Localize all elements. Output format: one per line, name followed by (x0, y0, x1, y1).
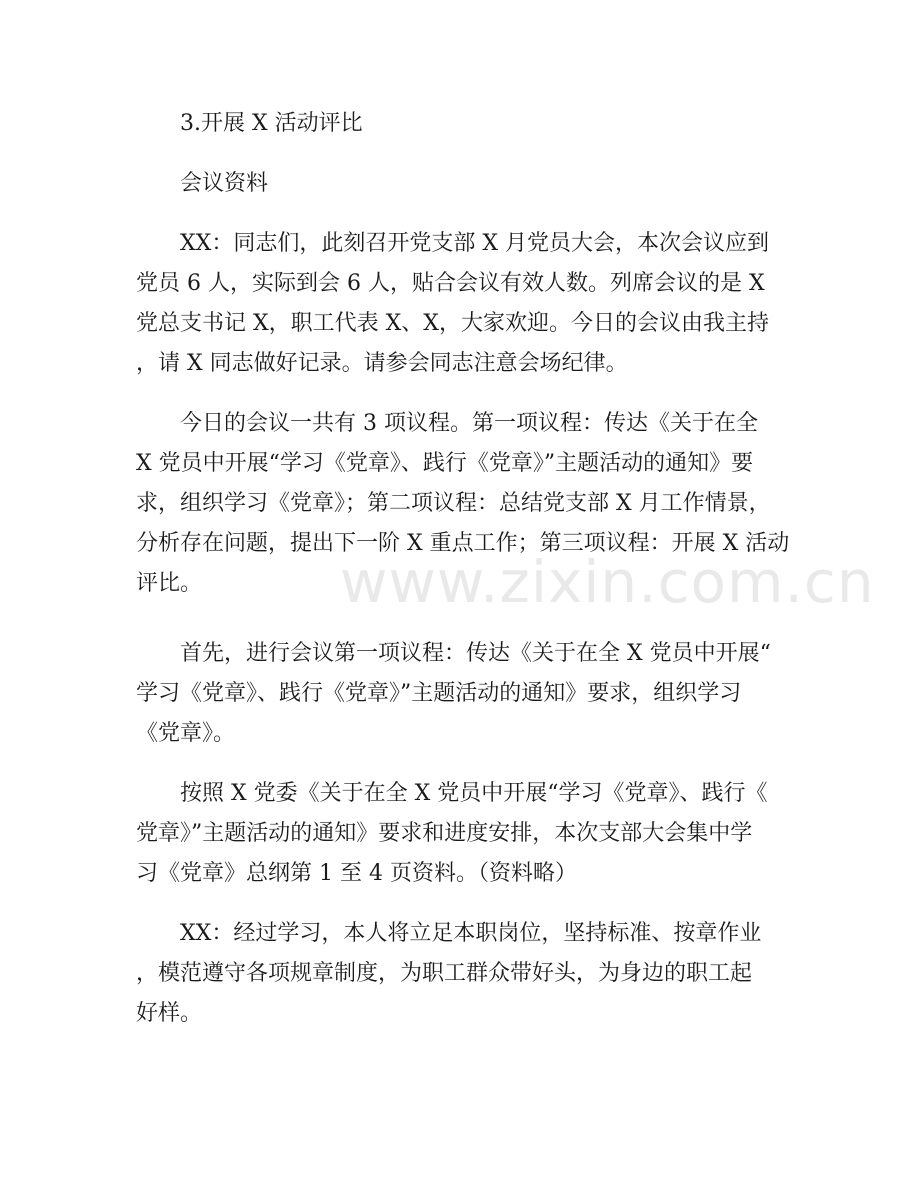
paragraph-line: 今日的会议一共有 3 项议程。第一项议程：传达《关于在全 (180, 411, 758, 436)
section-title: 会议资料 (180, 171, 269, 196)
paragraph-line: 好样。 (136, 1001, 203, 1026)
section-heading: 3.开展 X 活动评比 (180, 111, 363, 136)
paragraph-line: 求，组织学习《党章》；第二项议程：总结党支部 X 月工作情景， (136, 491, 771, 516)
paragraph-line: 习《党章》总纲第 1 至 4 页资料。（资料略） (136, 861, 577, 886)
paragraph-line: 学习《党章》、践行《党章》”主题活动的通知》要求，组织学习 (136, 681, 742, 706)
paragraph-line: 评比。 (136, 571, 203, 596)
paragraph-line: 分析存在问题，提出下一阶 X 重点工作；第三项议程：开展 X 活动 (136, 531, 790, 556)
paragraph-line: XX：经过学习，本人将立足本职岗位，坚持标准、按章作业 (180, 921, 762, 946)
watermark: www.zixin.com.cn (340, 548, 875, 616)
paragraph-line: 《党章》。 (136, 721, 236, 746)
paragraph-line: ，模范遵守各项规章制度，为职工群众带好头，为身边的职工起 (136, 961, 753, 986)
paragraph-line: 首先，进行会议第一项议程：传达《关于在全 X 党员中开展“ (180, 641, 771, 666)
paragraph-line: 党章》”主题活动的通知》要求和进度安排，本次支部大会集中学 (136, 821, 753, 846)
paragraph-line: X 党员中开展“学习《党章》、践行《党章》”主题活动的通知》要 (136, 451, 754, 476)
paragraph-line: ，请 X 同志做好记录。请参会同志注意会场纪律。 (136, 351, 628, 376)
paragraph-line: XX：同志们，此刻召开党支部 X 月党员大会，本次会议应到 (180, 231, 769, 256)
paragraph-line: 党员 6 人，实际到会 6 人，贴合会议有效人数。列席会议的是 X (136, 271, 765, 296)
paragraph-line: 按照 X 党委《关于在全 X 党员中开展“学习《党章》、践行《 (180, 781, 768, 806)
paragraph-line: 党总支书记 X，职工代表 X、X，大家欢迎。今日的会议由我主持 (136, 311, 769, 336)
